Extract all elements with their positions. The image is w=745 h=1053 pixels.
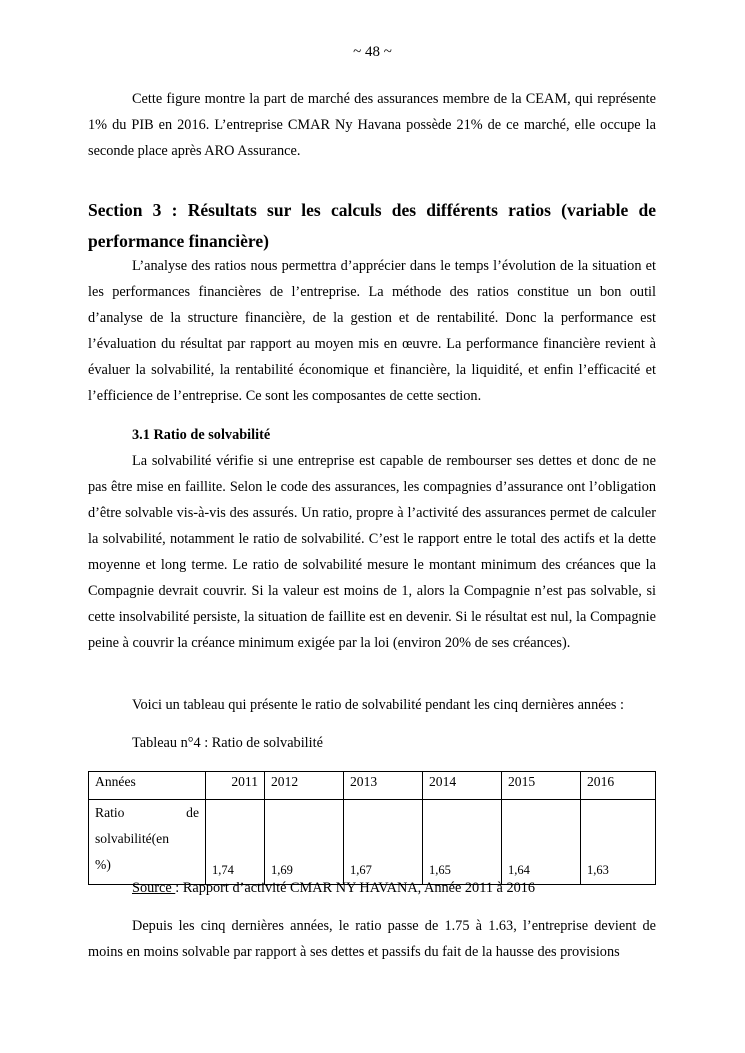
table-row	[89, 800, 656, 885]
source-text: : Rapport d’activité CMAR NY HAVANA, Année 2011 à 2016	[175, 880, 536, 896]
closing-paragraph: Depuis les cinq dernières années, le ratio passe de 1.75 à 1.63, l’entreprise devient de moins en moins solvable par rapport à ses dettes et passifs du fait de la hausse des provisions	[88, 918, 656, 960]
table-caption: Tableau n°4 : Ratio de solvabilité	[132, 735, 323, 751]
intro-paragraph: Cette figure montre la part de marché des assurances membre de la CEAM, qui représente 1% du PIB en 2016. L’entreprise CMAR Ny Havana possède 21% de ce marché, elle occupe la seconde place après ARO Assurance.	[88, 91, 656, 159]
ratio-value-cell: 1,65	[423, 800, 502, 885]
ratio-value-cell: 1,74	[206, 800, 265, 885]
section-title: Section 3 : Résultats sur les calculs des différents ratios (variable de performance financière)	[88, 200, 656, 251]
section-paragraph: L’analyse des ratios nous permettra d’apprécier dans le temps l’évolution de la situation et les performances financières de l’entreprise. La méthode des ratios constitue un bon outil d’analyse de la structure financière, de la gestion et de rentabilité. Donc la performance est l’évaluation du résultat par rapport au moyen mis en œuvre. La performance financière revient à évaluer la solvabilité, la rentabilité économique et financière, la liquidité, et enfin l’efficacité et l’efficience de l’entreprise. Ce sont les composantes de cette section.	[88, 258, 656, 404]
table-source	[132, 878, 535, 898]
ratio-value-cell: 1,63	[581, 800, 656, 885]
row-label-part: de	[186, 805, 199, 820]
table-intro: Voici un tableau qui présente le ratio de solvabilité pendant les cinq dernières années :	[132, 697, 625, 713]
year-cell: 2012	[265, 772, 344, 800]
ratio-value-cell: 1,67	[344, 800, 423, 885]
year-cell: 2011	[206, 772, 265, 800]
source-label: Source	[132, 880, 176, 896]
row-label-part: solvabilité(en	[95, 831, 169, 846]
table-header-row	[89, 772, 656, 800]
row-label-cell	[89, 800, 206, 885]
solvency-paragraph: La solvabilité vérifie si une entreprise est capable de rembourser ses dettes et donc de ne pas être mise en faillite. Selon le code des assurances, les compagnies d’assurance ont l’obligation d’être solvable vis-à-vis des assurés. Un ratio, propre à l’activité des assurances permet de calculer la solvabilité, notamment le ratio de solvabilité. C’est le rapport entre le total des actifs et la dette moyenne et long terme. Le ratio de solvabilité mesure le montant minimum des créances que la Compagnie devrait couvrir. Si la valeur est moins de 1, alors la Compagnie n’est pas solvable, si cette insolvabilité persiste, la situation de faillite est en devenir. Si le résultat est nul, la Compagnie peine à couvrir la créance minimum exigée par la loi (environ 20% de ses créances).	[88, 453, 656, 651]
year-cell: 2013	[344, 772, 423, 800]
subsection-title: 3.1 Ratio de solvabilité	[132, 427, 271, 443]
page-number: ~ 48 ~	[353, 44, 392, 60]
ratio-value-cell: 1,64	[502, 800, 581, 885]
solvency-ratio-table	[88, 771, 656, 885]
year-cell: 2015	[502, 772, 581, 800]
header-label-cell: Années	[89, 772, 206, 800]
year-cell: 2016	[581, 772, 656, 800]
ratio-value-cell: 1,69	[265, 800, 344, 885]
year-cell: 2014	[423, 772, 502, 800]
row-label-part: %)	[95, 857, 111, 872]
row-label-part: Ratio	[95, 805, 125, 820]
